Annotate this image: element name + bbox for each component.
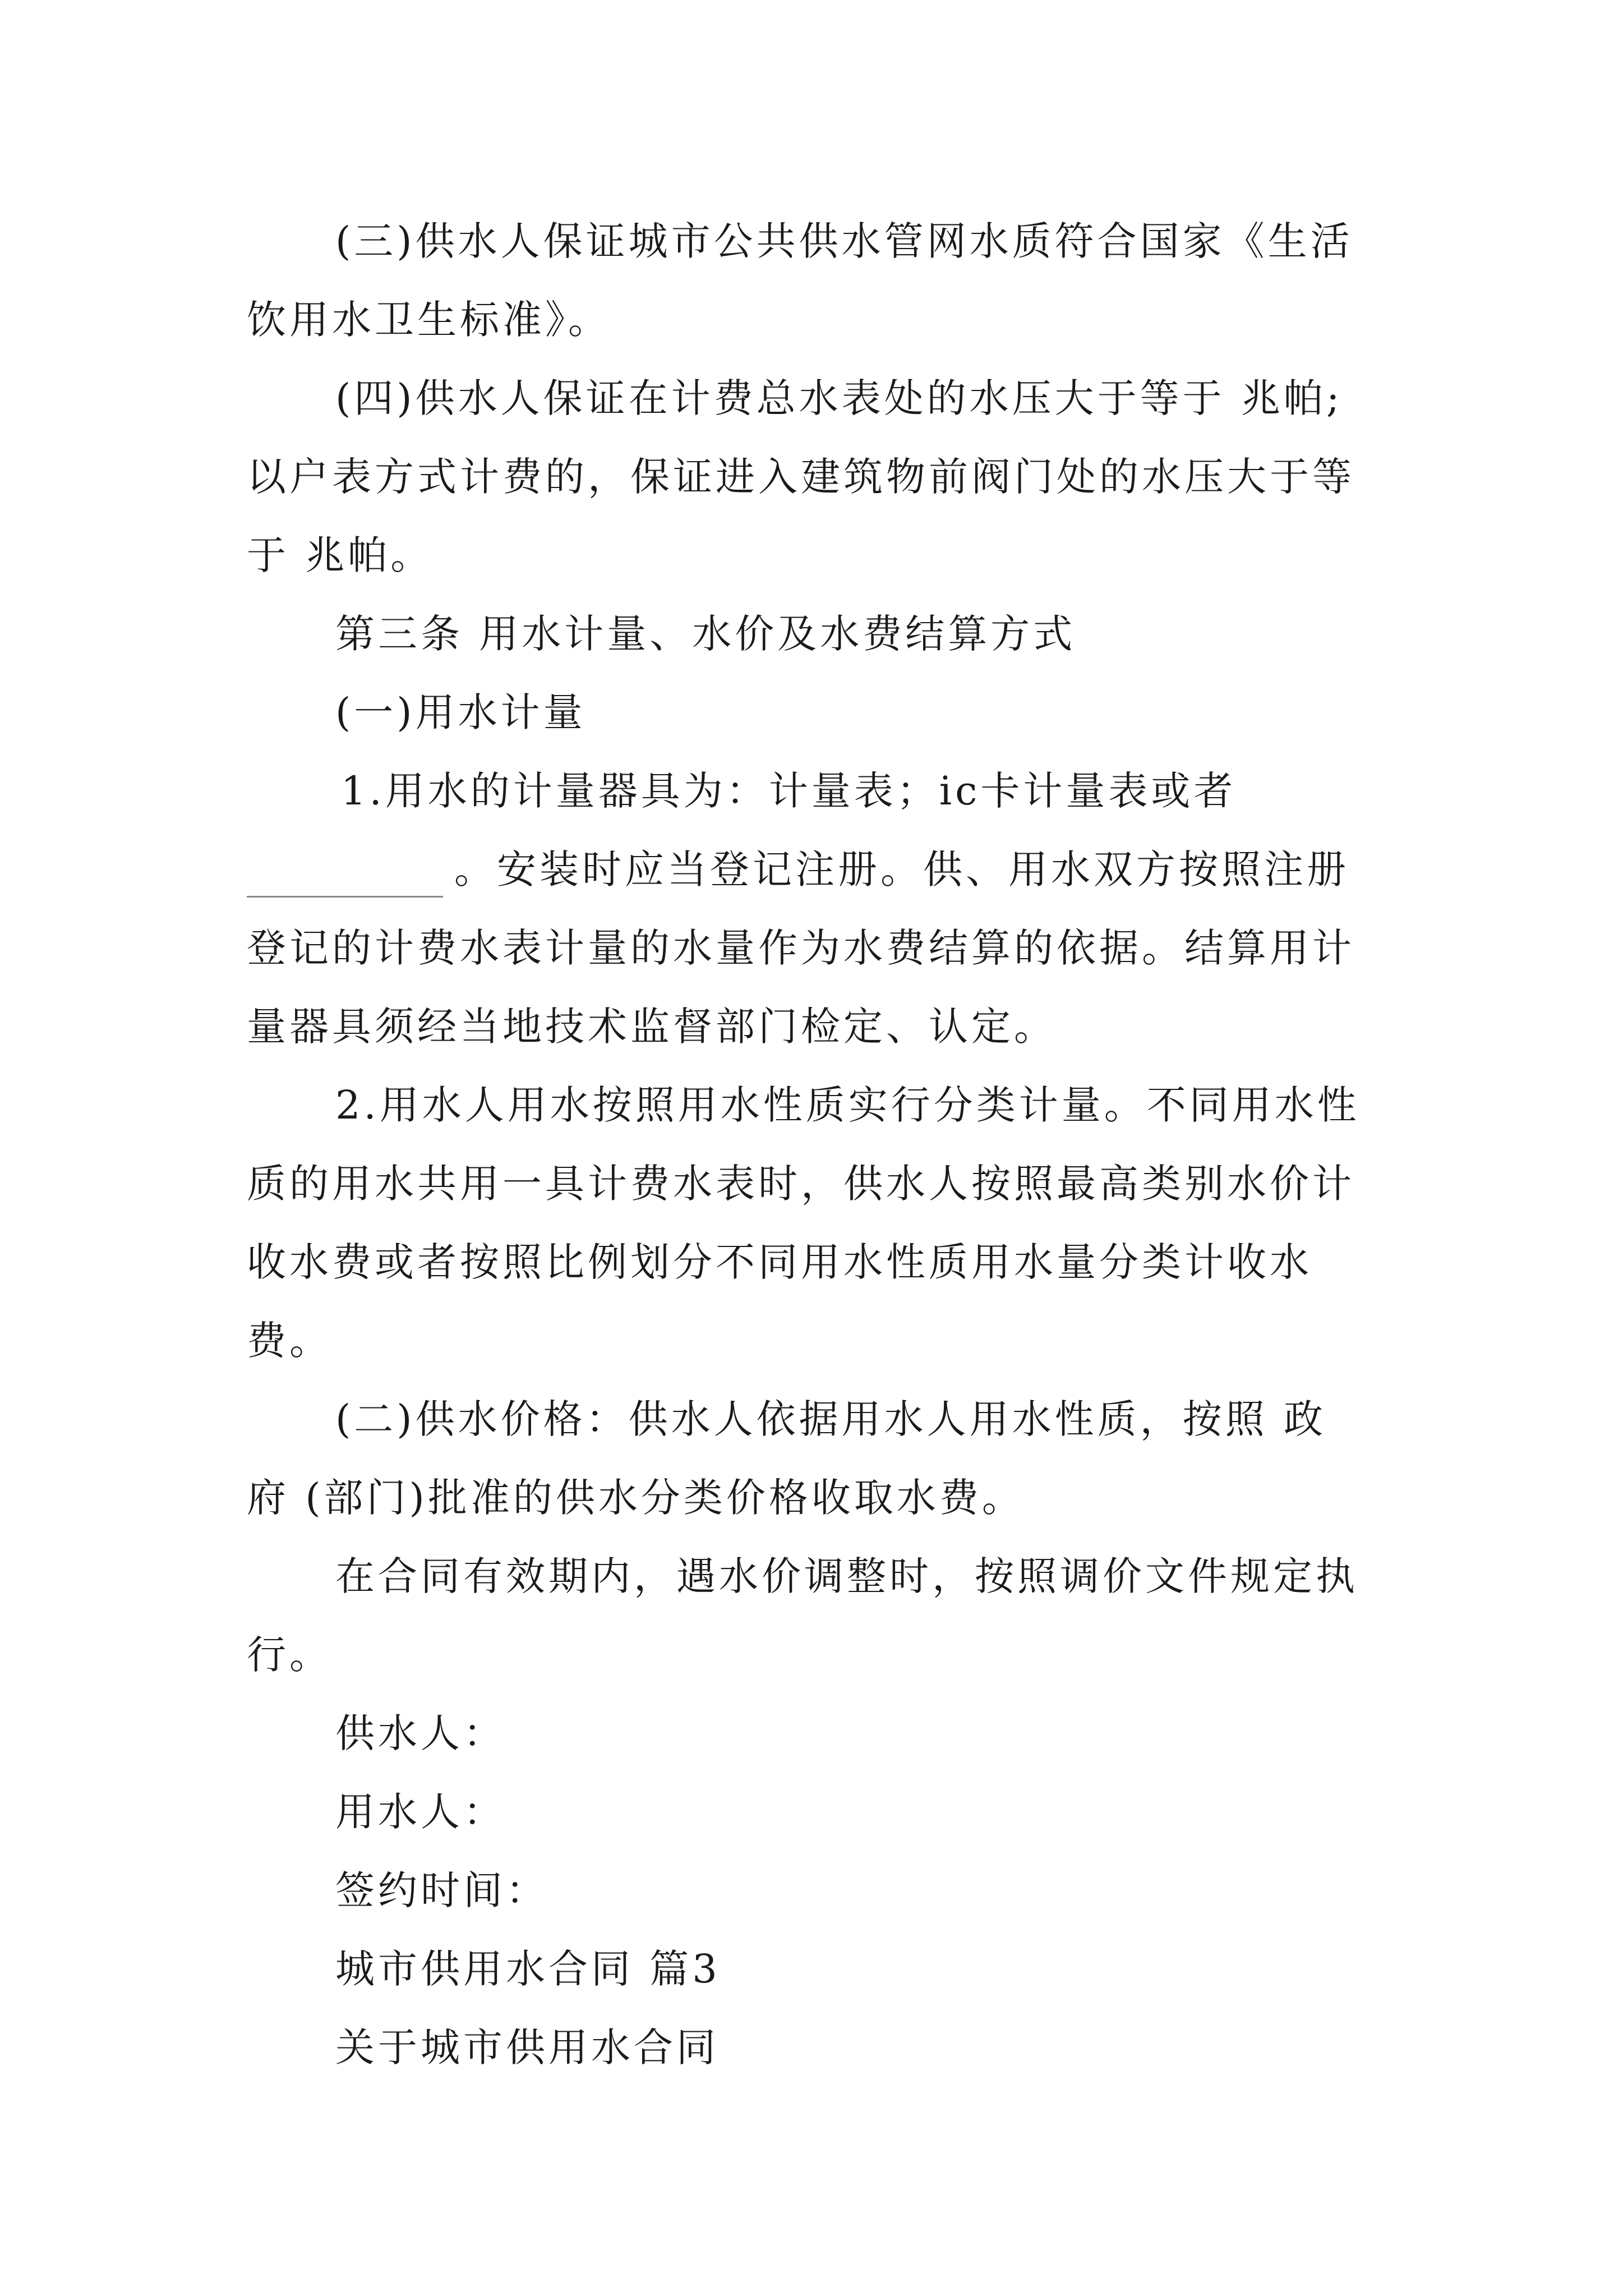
paragraph-line: (四)供水人保证在计费总水表处的水压大于等于 兆帕; <box>335 375 1343 421</box>
paragraph-line: 在合同有效期内，遇水价调整时，按照调价文件规定执 <box>335 1553 1358 1599</box>
paragraph-line: 2.用水人用水按照用水性质实行分类计量。不同用水性 <box>335 1082 1360 1128</box>
signing-date-label: 签约时间： <box>335 1867 548 1913</box>
paragraph-line: 量器具须经当地技术监督部门检定、认定。 <box>247 1004 1057 1050</box>
paragraph-line: 1.用水的计量器具为：计量表；ic卡计量表或者 <box>341 768 1237 814</box>
paragraph-text: 。安装时应当登记注册。供、用水双方按照注册 <box>454 846 1349 892</box>
subsection-heading: (一)用水计量 <box>335 689 586 735</box>
fill-in-blank <box>247 858 443 898</box>
article-title: 城市供用水合同 篇3 <box>335 1946 721 1992</box>
paragraph-line: 质的用水共用一具计费水表时，供水人按照最高类别水价计 <box>247 1161 1355 1207</box>
paragraph-line: 登记的计费水表计量的水量作为水费结算的依据。结算用计 <box>247 925 1355 971</box>
paragraph-line: 收水费或者按照比例划分不同用水性质用水量分类计收水 <box>247 1239 1312 1285</box>
paragraph-line: 于 兆帕。 <box>247 532 434 578</box>
paragraph-line: 以户表方式计费的，保证进入建筑物前阀门处的水压大于等 <box>247 454 1355 500</box>
signature-supplier-label: 供水人： <box>335 1710 506 1756</box>
paragraph-line: 饮用水卫生标准》。 <box>247 297 611 343</box>
paragraph-line: (二)供水价格：供水人依据用水人用水性质，按照 政 <box>335 1396 1326 1442</box>
paragraph-line: 行。 <box>247 1632 332 1678</box>
article-subtitle: 关于城市供用水合同 <box>335 2024 719 2070</box>
paragraph-line: 费。 <box>247 1318 332 1364</box>
section-heading: 第三条 用水计量、水价及水费结算方式 <box>335 611 1076 657</box>
paragraph-line: (三)供水人保证城市公共供水管网水质符合国家《生活 <box>335 218 1353 264</box>
signature-user-label: 用水人： <box>335 1789 506 1835</box>
paragraph-line-with-blank <box>247 841 1349 898</box>
paragraph-line: 府 (部门)批准的供水分类价格收取水费。 <box>247 1475 1025 1521</box>
